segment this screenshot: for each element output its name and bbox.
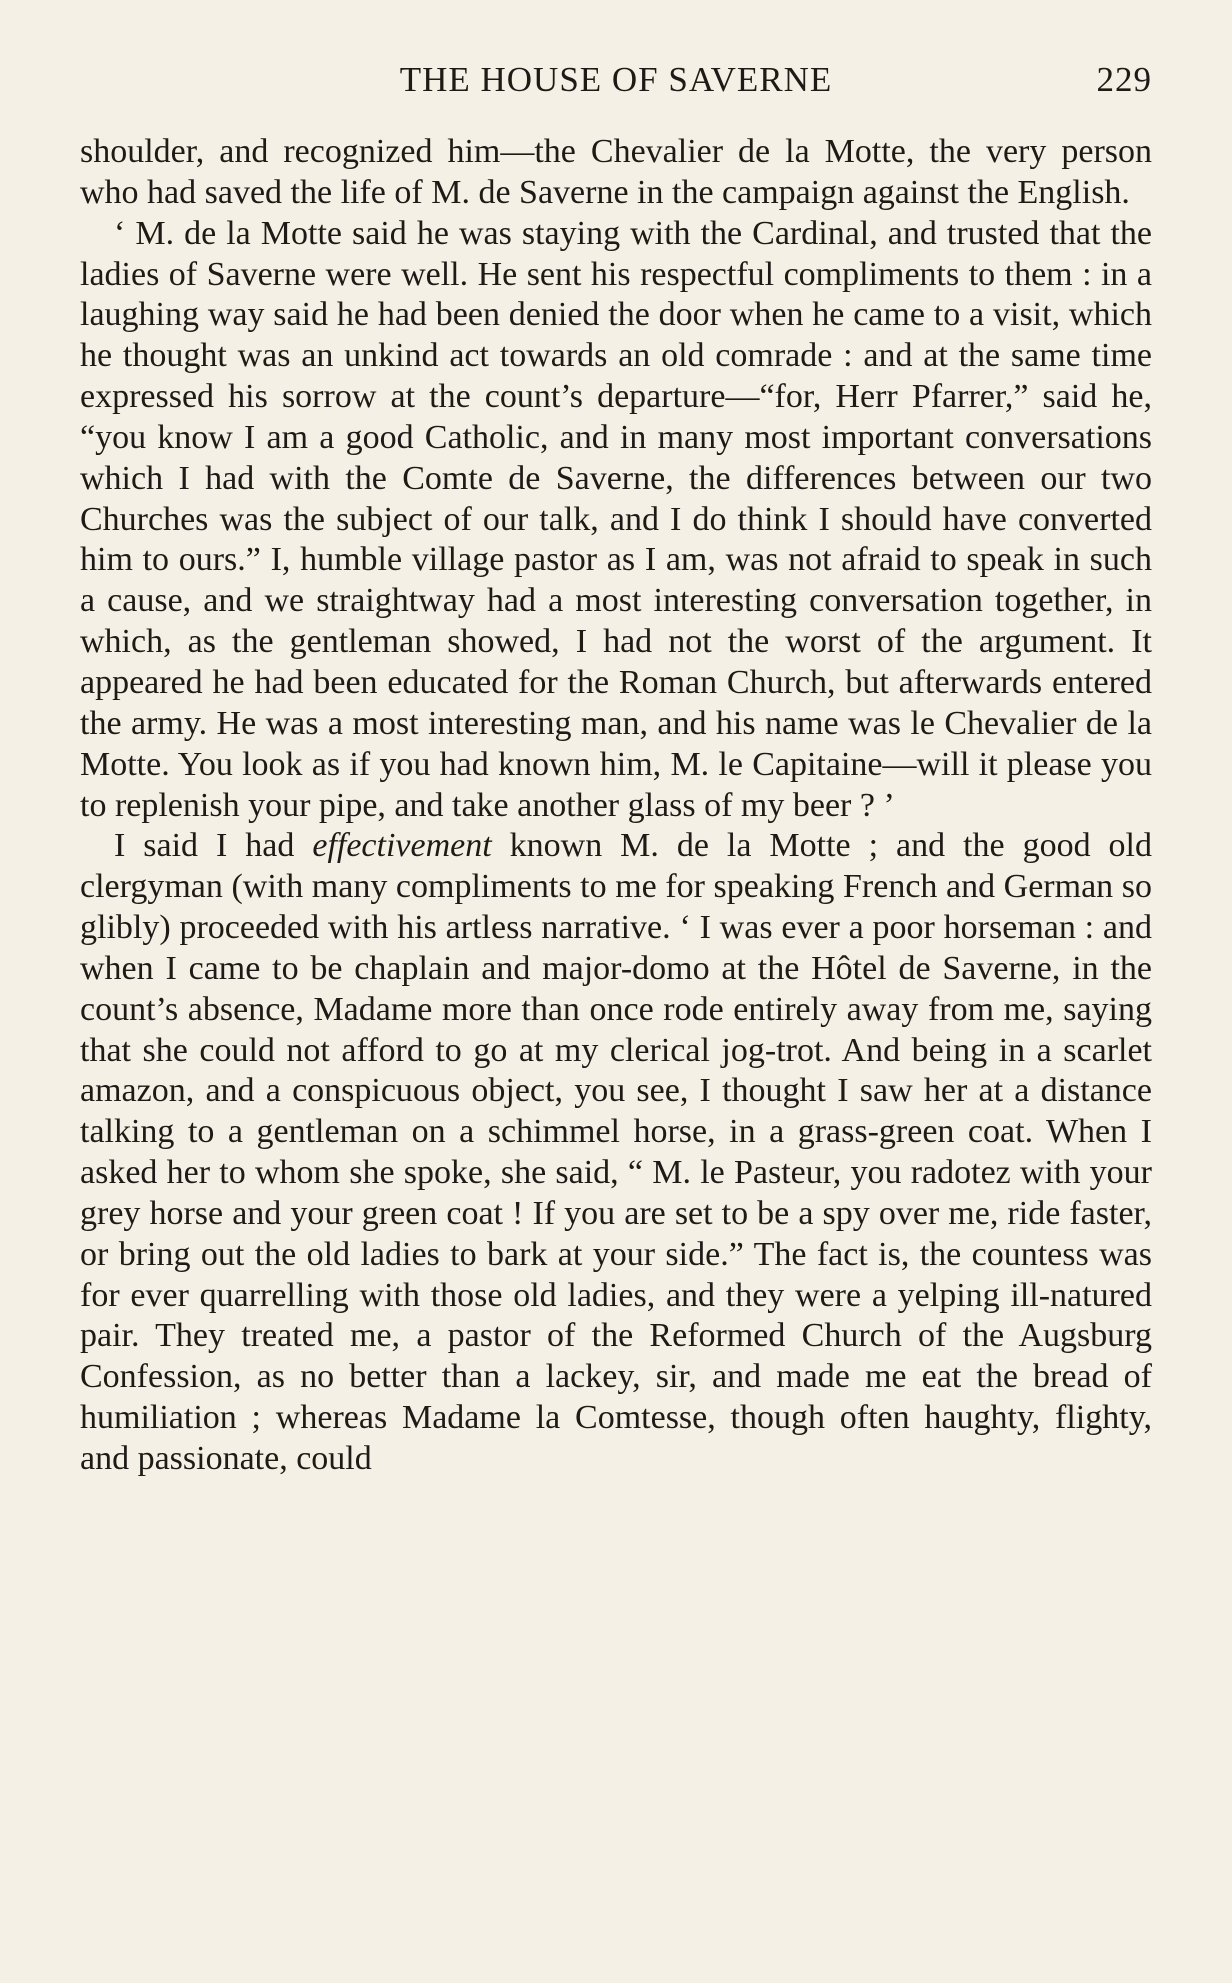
paragraph-2: ‘ M. de la Motte said he was staying with the Cardinal, and trusted that the ladies of Saverne were well. He sent his respectful compliments to them : in a laughing way said he had been denied the door when he came to a visit, which he thought was an unkind act towards an old comrade : and at the same time expressed his sorrow at the count’s departure—“for, Herr Pfarrer,” said he, “you know I am a good Catholic, and in many most important conversations which I had with the Comte de Saverne, the differences between our two Churches was the subject of our talk, and I do think I should have converted him to ours.” I, humble village pastor as I am, was not afraid to speak in such a cause, and we straightway had a most interesting conversation together, in which, as the gentleman showed, I had not the worst of the argument. It appeared he had been educated for the Roman Church, but afterwards entered the army. He was a most interesting man, and his name was le Chevalier de la Motte. You look as if you had known him, M. le Capitaine—will it please you to replenish your pipe, and take another glass of my beer ? ’	[80, 214, 1152, 824]
paragraph-3-text-rest: known M. de la Motte ; and the good old clergyman (with many compliments to me for speaking French and German so glibly) proceeded with his artless narrative. ‘ I was ever a poor horseman : and when I came to be chaplain and major-domo at the Hôtel de Saverne, in the count’s absence, Madame more than once rode entirely away from me, saying that she could not afford to go at my clerical jog-trot. And being in a scarlet amazon, and a conspicuous object, you see, I thought I saw her at a distance talking to a gentleman on a schimmel horse, in a grass-green coat. When I asked her to whom she spoke, she said, “ M. le Pasteur, you radotez with your grey horse and your green coat ! If you are set to be a spy over me, ride faster, or bring out the old ladies to bark at your side.” The fact is, the countess was for ever quarrelling with those old ladies, and they were a yelping ill-natured pair. They treated me, a pastor of the Reformed Church of the Augsburg Confession, as no better than a lackey, sir, and made me eat the bread of humiliation ; whereas Madame la Comtesse, though often haughty, flighty, and passionate, could	[80, 827, 1152, 1477]
page-number: 229	[1096, 60, 1152, 99]
paragraph-1: shoulder, and recognized him—the Chevalier de la Motte, the very person who had saved the life of M. de Saverne in the campaign against the English.	[80, 133, 1152, 211]
running-title: THE HOUSE OF SAVERNE	[399, 60, 833, 99]
body-text	[80, 132, 1152, 1480]
paragraph-3-text-start: I said I had	[114, 827, 313, 865]
book-page	[80, 0, 1152, 1983]
paragraph-3	[80, 826, 1152, 1480]
italic-term: effectivement	[312, 827, 492, 865]
running-head	[80, 60, 1152, 104]
